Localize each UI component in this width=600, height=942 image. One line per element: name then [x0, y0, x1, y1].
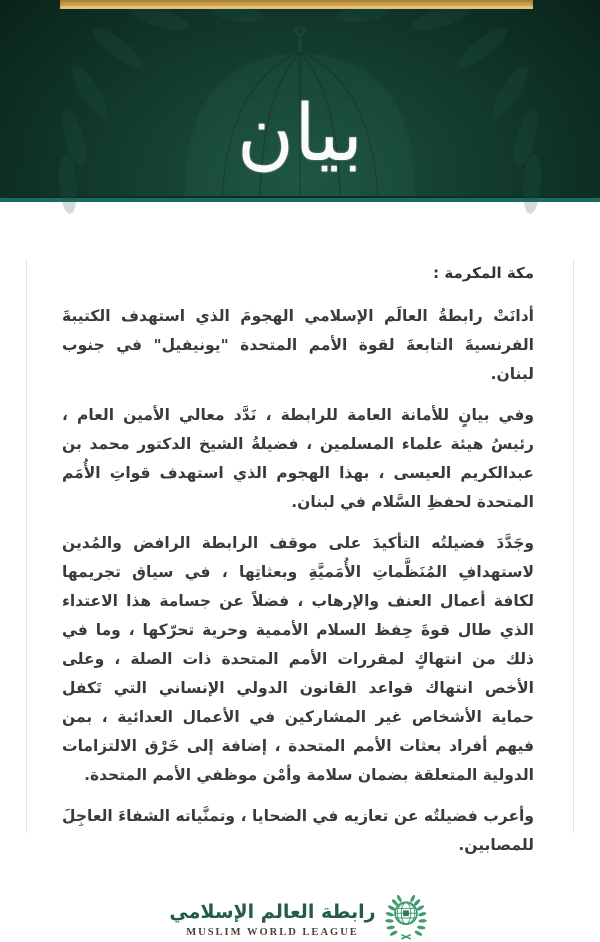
- dateline: مكة المكرمة :: [433, 264, 534, 282]
- mwl-logo-english: MUSLIM WORLD LEAGUE: [186, 926, 359, 938]
- paragraph-secretary-general: وفي بيانٍ للأمانة العامة للرابطة ، نَدَّد معالي الأمين العام ، رئيسُ هيئة علماء المسلمين ، فضيلةُ الشيخ الدكتور محمد بن عبدالكريم العيسى ، بهذا الهجوم الذي استهدف قواتِ الأُمَم المتحدة لحفظِ السَّلام في لبنان.: [62, 406, 534, 511]
- header-divider: [0, 196, 600, 202]
- mwl-logo-arabic: رابطة العالم الإسلامي: [169, 900, 376, 923]
- mwl-emblem-icon: [385, 894, 427, 942]
- paragraph-condemnation: أدانَتْ رابطةُ العالَم الإسلامي الهجومَ الذي استهدف الكتيبةَ الفرنسيةَ التابعةَ لقوة الأمم المتحدة "يونيفيل" في جنوب لبنان.: [62, 307, 534, 383]
- statement-card: [26, 260, 574, 938]
- statement-header: [0, 0, 600, 196]
- paragraph-position: وجَدَّدَ فضيلتُه التأكيدَ على موقف الرابطة الرافض والمُدين لاستهدافِ المُنَظَّماتِ الأُمَميَّةِ وبعثاتِها ، في سياق تجريمها لكافة أعمال العنف والإرهاب ، فضلاً عن جسامة هذا الاعتداء الذي طال قوةَ حِفظ السلام الأممية وحرية تحرّكها ، وما في ذلك من انتهاكٍ لمقررات الأمم المتحدة ذات الصلة ، وعلى الأخص انتهاك قواعد القانون الدولي الإنساني التي تَكفل حماية الأشخاص غير المشاركين في الأعمال العدائية ، بمن فيهم أفراد بعثات الأمم المتحدة ، إضافة إلى خَرْق الالتزامات الدولية المتعلقة بضمان سلامة وأمْن موظفي الأمم المتحدة.: [62, 534, 534, 784]
- mwl-logo: [62, 894, 534, 942]
- statement-title: بيان: [236, 89, 364, 179]
- gold-ribbon: [60, 0, 533, 9]
- paragraph-condolences: وأعرب فضيلتُه عن تعازيه في الضحايا ، وتمنَّياته الشفاءَ العاجِلَ للمصابين.: [62, 807, 534, 854]
- mwl-logo-text: [169, 899, 375, 938]
